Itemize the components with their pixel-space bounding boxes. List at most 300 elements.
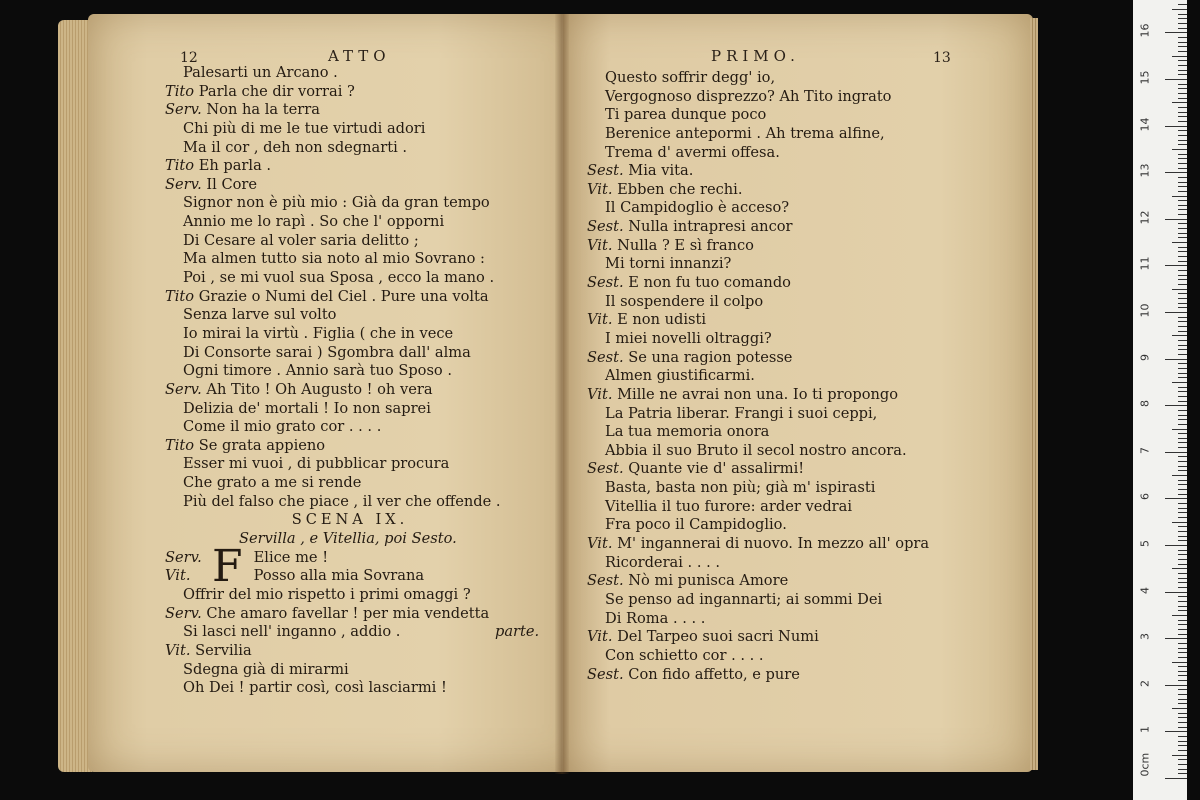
ruler-tick	[1165, 452, 1187, 453]
ruler-tick	[1178, 512, 1187, 513]
ruler-tick	[1178, 624, 1187, 625]
verse-text: Senza larve sul volto	[183, 306, 337, 324]
text-line	[165, 362, 535, 381]
text-line	[165, 455, 535, 474]
right-page-text	[587, 69, 929, 684]
ruler-tick	[1178, 275, 1187, 276]
verse-text: Ti parea dunque poco	[605, 106, 767, 124]
ruler-tick	[1165, 172, 1187, 173]
ruler-tick	[1178, 703, 1187, 704]
ruler-tick	[1165, 778, 1187, 779]
ruler-tick	[1178, 629, 1187, 630]
ruler-tick	[1172, 196, 1187, 197]
text-line	[587, 274, 929, 293]
verse-text: Non ha la terra	[206, 101, 320, 119]
verse-text: La Patria liberar. Frangi i suoi ceppi,	[605, 404, 878, 422]
ruler-tick	[1178, 298, 1187, 299]
book-spread	[58, 14, 1058, 776]
verse-text: Ma il cor , deh non sdegnarti .	[183, 138, 408, 156]
ruler-tick	[1178, 18, 1187, 19]
ruler-tick	[1178, 456, 1187, 457]
speaker-name: Sest.	[587, 665, 624, 683]
text-line	[165, 288, 535, 307]
ruler-label: 7	[1138, 446, 1152, 454]
ruler-tick	[1178, 158, 1187, 159]
verse-text: E non fu tuo comando	[628, 274, 791, 292]
verse-text: Di Consorte sarai ) Sgombra dall' alma	[183, 343, 471, 361]
text-line	[587, 591, 929, 610]
verse-text: Berenice antepormi . Ah trema alfine,	[605, 124, 885, 142]
ruler-tick	[1178, 37, 1187, 38]
text-line	[587, 535, 929, 554]
verse-text: Signor non è più mio : Già da gran tempo	[183, 194, 490, 212]
ruler-tick	[1165, 498, 1187, 499]
ruler-tick	[1178, 648, 1187, 649]
ruler-tick	[1178, 28, 1187, 29]
verse-text: Vergognoso disprezzo? Ah Tito ingrato	[605, 87, 892, 105]
ruler-tick	[1178, 326, 1187, 327]
text-line	[165, 325, 535, 344]
verse-text: Abbia il suo Bruto il secol nostro ancora.	[605, 441, 907, 459]
ruler-tick	[1178, 415, 1187, 416]
text-line	[165, 493, 535, 512]
text-line	[165, 679, 535, 698]
ruler-tick	[1178, 256, 1187, 257]
text-line	[165, 83, 535, 102]
verse-text: Nò mi punisca Amore	[628, 572, 789, 590]
verse-text: M' ingannerai di nuovo. In mezzo all' opra	[617, 535, 930, 553]
ruler-tick	[1172, 755, 1187, 756]
ruler-tick	[1178, 186, 1187, 187]
ruler-tick	[1172, 662, 1187, 663]
text-line	[587, 218, 929, 237]
verse-text: Vitellia il tuo furore: arder vedrai	[605, 497, 853, 515]
ruler-tick	[1172, 149, 1187, 150]
verse-text: Offrir del mio rispetto i primi omaggi ?	[183, 585, 471, 603]
ruler-tick	[1178, 321, 1187, 322]
ruler-tick	[1178, 634, 1187, 635]
ruler-tick	[1178, 331, 1187, 332]
verse-text: Il Core	[206, 175, 258, 193]
ruler-tick	[1178, 214, 1187, 215]
ruler-tick	[1178, 51, 1187, 52]
ruler-tick	[1178, 610, 1187, 611]
ruler-tick	[1165, 219, 1187, 220]
text-line	[587, 479, 929, 498]
verse-text: Più del falso che piace , il ver che offende .	[183, 492, 501, 510]
verse-text: Almen giustificarmi.	[605, 367, 755, 385]
ruler-tick	[1178, 484, 1187, 485]
ruler-tick	[1178, 42, 1187, 43]
ruler-tick	[1178, 769, 1187, 770]
ruler-tick	[1172, 56, 1187, 57]
ruler-tick	[1178, 722, 1187, 723]
verse-text: Fra poco il Campidoglio.	[605, 516, 787, 534]
ruler-label: 11	[1138, 256, 1152, 271]
speaker-name: Vit.	[165, 567, 191, 585]
text-line	[587, 349, 929, 368]
speaker-name: Vit.	[587, 535, 613, 553]
ruler-tick	[1165, 32, 1187, 33]
ruler-tick	[1178, 582, 1187, 583]
ruler-tick	[1178, 526, 1187, 527]
ruler-tick	[1178, 699, 1187, 700]
ruler-tick	[1178, 717, 1187, 718]
ruler-tick	[1178, 736, 1187, 737]
text-line	[165, 623, 540, 642]
verse-text: Il Campidoglio è acceso?	[605, 199, 790, 217]
ruler-tick	[1178, 606, 1187, 607]
verse-text: Nulla intrapresi ancor	[628, 218, 793, 236]
verse-text: Mi torni innanzi?	[605, 255, 732, 273]
speaker-name: Sest.	[587, 348, 624, 366]
ruler-tick	[1178, 98, 1187, 99]
ruler-tick	[1178, 391, 1187, 392]
ruler-tick	[1178, 652, 1187, 653]
ruler-tick	[1178, 14, 1187, 15]
ruler-tick	[1178, 70, 1187, 71]
ruler-tick	[1178, 727, 1187, 728]
text-line	[587, 106, 929, 125]
speaker-name: Vit.	[587, 236, 613, 254]
text-line	[165, 344, 535, 363]
text-line	[587, 144, 929, 163]
verse-text: Con schietto cor . . . .	[605, 646, 764, 664]
ruler-tick	[1178, 74, 1187, 75]
ruler-tick	[1178, 307, 1187, 308]
text-line	[165, 213, 535, 232]
text-line	[587, 423, 929, 442]
ruler-tick	[1178, 135, 1187, 136]
speaker-name: Tito	[165, 82, 195, 100]
ruler-tick	[1178, 154, 1187, 155]
verse-text: I miei novelli oltraggi?	[605, 329, 772, 347]
text-line	[587, 405, 929, 424]
ruler-label: 8	[1138, 400, 1152, 408]
verse-text: Questo soffrir degg' io,	[605, 69, 776, 86]
ruler-tick	[1178, 410, 1187, 411]
ruler-tick	[1178, 354, 1187, 355]
ruler-tick	[1178, 675, 1187, 676]
verse-text: Servilia	[195, 641, 252, 659]
ruler-tick	[1172, 568, 1187, 569]
ruler-tick	[1178, 116, 1187, 117]
verse-text: Ogni timore . Annio sarà tuo Sposo .	[183, 362, 453, 380]
ruler-tick	[1178, 531, 1187, 532]
ruler-tick	[1178, 317, 1187, 318]
book-gutter	[555, 14, 569, 774]
text-line	[587, 554, 929, 573]
right-page	[563, 14, 1033, 772]
ruler-tick	[1178, 88, 1187, 89]
page-number-left: 12	[180, 50, 198, 66]
text-line	[587, 610, 929, 629]
verse-text: Delizia de' mortali ! Io non saprei	[183, 399, 431, 417]
ruler-tick	[1178, 517, 1187, 518]
text-line	[165, 232, 535, 251]
ruler-tick	[1178, 680, 1187, 681]
verse-text: Grazie o Numi del Ciel . Pure una volta	[198, 287, 489, 305]
ruler-tick	[1178, 559, 1187, 560]
text-line	[165, 194, 535, 213]
speaker-name: Sest.	[587, 274, 624, 292]
verse-text: Si lasci nell' inganno , addio .	[183, 623, 401, 641]
ruler-label: 12	[1138, 210, 1152, 225]
ruler-tick	[1178, 689, 1187, 690]
speaker-name: Serv.	[165, 380, 202, 398]
ruler-tick	[1165, 638, 1187, 639]
speaker-name: Tito	[165, 157, 195, 175]
text-line	[165, 64, 535, 83]
ruler-tick	[1178, 601, 1187, 602]
ruler-tick	[1178, 694, 1187, 695]
text-line	[587, 125, 929, 144]
ruler-tick	[1178, 540, 1187, 541]
text-line	[165, 250, 535, 269]
text-line	[587, 516, 929, 535]
speaker-name: Vit.	[587, 180, 613, 198]
ruler-tick	[1178, 140, 1187, 141]
ruler-tick	[1178, 368, 1187, 369]
ruler-tick	[1178, 657, 1187, 658]
ruler-tick	[1178, 209, 1187, 210]
text-line	[165, 269, 535, 288]
verse-text: Se grata appieno	[198, 436, 326, 454]
speaker-name: Serv.	[165, 604, 202, 622]
ruler-tick	[1172, 9, 1187, 10]
speaker-name: Vit.	[587, 628, 613, 646]
ruler-tick	[1178, 750, 1187, 751]
verse-text: Il sospendere il colpo	[605, 292, 764, 310]
speaker-name: Sest.	[587, 162, 624, 180]
ruler-tick	[1165, 79, 1187, 80]
left-page-edges	[58, 20, 92, 772]
speaker-name: Sest.	[587, 460, 624, 478]
ruler-tick	[1178, 107, 1187, 108]
speaker-name: Vit.	[587, 311, 613, 329]
running-header-right: PRIMO.	[711, 47, 800, 65]
verse-text: Di Roma . . . .	[605, 609, 706, 627]
verse-text: Se penso ad ingannarti; ai sommi Dei	[605, 590, 883, 608]
ruler-tick	[1178, 578, 1187, 579]
text-line	[165, 474, 535, 493]
speaker-name: Serv.	[165, 548, 202, 566]
text-line	[165, 437, 535, 456]
verse-text: Sdegna già di mirarmi	[183, 660, 349, 678]
text-line	[587, 162, 929, 181]
verse-text: Nulla ? E sì franco	[617, 236, 754, 254]
ruler-label: 1	[1138, 726, 1152, 734]
ruler-tick	[1165, 545, 1187, 546]
text-line	[587, 666, 929, 685]
measuring-ruler	[1133, 0, 1187, 800]
ruler-tick	[1178, 200, 1187, 201]
ruler-tick	[1172, 429, 1187, 430]
ruler-tick	[1178, 293, 1187, 294]
verse-text: Mia vita.	[628, 162, 694, 180]
ruler-label: 0cm	[1138, 752, 1152, 777]
text-line	[165, 605, 535, 624]
ruler-label: 6	[1138, 493, 1152, 501]
ruler-label: 16	[1138, 23, 1152, 38]
verse-text: Esser mi vuoi , di pubblicar procura	[183, 455, 450, 473]
text-line	[165, 157, 535, 176]
ruler-tick	[1178, 494, 1187, 495]
ruler-label: 3	[1138, 633, 1152, 641]
text-line	[165, 661, 535, 680]
text-line	[165, 120, 535, 139]
verse-text: Di Cesare al voler saria delitto ;	[183, 231, 419, 249]
verse-text: Che grato a me si rende	[183, 474, 362, 492]
speaker-name: Sest.	[587, 218, 624, 236]
text-line	[165, 381, 535, 400]
ruler-tick	[1165, 731, 1187, 732]
text-line	[165, 306, 535, 325]
ruler-tick	[1172, 289, 1187, 290]
text-line	[587, 498, 929, 517]
ruler-tick	[1178, 4, 1187, 5]
ruler-tick	[1178, 666, 1187, 667]
ruler-tick	[1178, 620, 1187, 621]
ruler-tick	[1178, 349, 1187, 350]
verse-text: La tua memoria onora	[605, 423, 770, 441]
ruler-tick	[1178, 480, 1187, 481]
text-line	[587, 181, 929, 200]
ruler-tick	[1178, 424, 1187, 425]
verse-text: Ebben che rechi.	[617, 180, 743, 198]
verse-text: Che amaro favellar ! per mia vendetta	[206, 604, 490, 622]
ruler-tick	[1178, 461, 1187, 462]
ruler-tick	[1165, 592, 1187, 593]
text-line	[587, 367, 929, 386]
text-line	[165, 101, 535, 120]
ruler-tick	[1178, 363, 1187, 364]
text-line	[587, 442, 929, 461]
ruler-tick	[1178, 387, 1187, 388]
ruler-tick	[1178, 340, 1187, 341]
verse-text: Ah Tito ! Oh Augusto ! oh vera	[206, 380, 433, 398]
text-line	[587, 199, 929, 218]
verse-text: Parla che dir vorrai ?	[198, 82, 355, 100]
ruler-tick	[1178, 205, 1187, 206]
ruler-label: 15	[1138, 70, 1152, 85]
ruler-tick	[1178, 503, 1187, 504]
text-line	[165, 139, 535, 158]
ruler-label: 14	[1138, 117, 1152, 132]
ruler-tick	[1178, 564, 1187, 565]
ruler-tick	[1178, 438, 1187, 439]
ruler-label: 13	[1138, 163, 1152, 178]
ruler-tick	[1178, 470, 1187, 471]
ruler-tick	[1178, 377, 1187, 378]
text-line	[587, 237, 929, 256]
ruler-tick	[1172, 475, 1187, 476]
verse-text: Eh parla .	[198, 157, 272, 175]
ruler-tick	[1178, 303, 1187, 304]
text-line	[587, 255, 929, 274]
ruler-tick	[1178, 46, 1187, 47]
ruler-tick	[1178, 587, 1187, 588]
ruler-tick	[1178, 764, 1187, 765]
ruler-tick	[1178, 489, 1187, 490]
verse-text: Posso alla mia Sovrana	[253, 567, 425, 585]
ruler-tick	[1178, 228, 1187, 229]
left-page	[88, 14, 588, 772]
ruler-tick	[1178, 573, 1187, 574]
ruler-tick	[1178, 261, 1187, 262]
ruler-tick	[1178, 713, 1187, 714]
ruler-tick	[1178, 93, 1187, 94]
ruler-tick	[1178, 759, 1187, 760]
speaker-name: Serv.	[165, 101, 202, 119]
speaker-name: Vit.	[165, 641, 191, 659]
ruler-tick	[1178, 65, 1187, 66]
ruler-tick	[1178, 284, 1187, 285]
ruler-label: 5	[1138, 540, 1152, 547]
ruler-tick	[1165, 359, 1187, 360]
text-line	[587, 88, 929, 107]
ruler-tick	[1178, 177, 1187, 178]
ruler-tick	[1178, 447, 1187, 448]
ruler-label: 2	[1138, 679, 1152, 687]
ruler-tick	[1178, 237, 1187, 238]
ruler-tick	[1178, 596, 1187, 597]
speaker-name: Serv.	[165, 175, 202, 193]
text-line	[587, 330, 929, 349]
verse-text: Palesarti un Arcano .	[183, 64, 338, 81]
ruler-tick	[1178, 60, 1187, 61]
ruler-tick	[1178, 773, 1187, 774]
stage-direction: parte.	[495, 623, 540, 641]
verse-text: E non udisti	[617, 311, 707, 329]
ruler-tick	[1178, 442, 1187, 443]
ruler-tick	[1178, 84, 1187, 85]
verse-text: Del Tarpeo suoi sacri Numi	[617, 628, 819, 646]
ruler-tick	[1178, 233, 1187, 234]
ruler-tick	[1178, 419, 1187, 420]
verse-text: Oh Dei ! partir così, così lasciarmi !	[183, 679, 447, 697]
ruler-tick	[1178, 396, 1187, 397]
ruler-tick	[1178, 168, 1187, 169]
verse-text: Quante vie d' assalirmi!	[628, 460, 805, 478]
text-line	[587, 647, 929, 666]
verse-text: Ricorderai . . . .	[605, 553, 721, 571]
text-line	[587, 69, 929, 88]
ruler-tick	[1178, 247, 1187, 248]
text-line	[587, 311, 929, 330]
ruler-tick	[1172, 382, 1187, 383]
ruler-tick	[1178, 671, 1187, 672]
ruler-tick	[1178, 191, 1187, 192]
ruler-tick	[1178, 223, 1187, 224]
ruler-tick	[1178, 121, 1187, 122]
verse-text: Annio me lo rapì . So che l' opporni	[183, 213, 445, 231]
ruler-tick	[1178, 163, 1187, 164]
text-line	[165, 176, 535, 195]
ruler-tick	[1172, 102, 1187, 103]
ruler-tick	[1178, 373, 1187, 374]
ruler-tick	[1178, 550, 1187, 551]
ruler-tick	[1178, 745, 1187, 746]
verse-text: Con fido affetto, e pure	[628, 665, 800, 683]
ruler-tick	[1165, 312, 1187, 313]
ruler-tick	[1178, 554, 1187, 555]
ruler-tick	[1178, 279, 1187, 280]
ruler-tick	[1178, 508, 1187, 509]
ruler-tick	[1172, 708, 1187, 709]
scene-cast: Servilla , e Vitellia, poi Sesto.	[239, 530, 457, 548]
ruler-tick	[1178, 251, 1187, 252]
